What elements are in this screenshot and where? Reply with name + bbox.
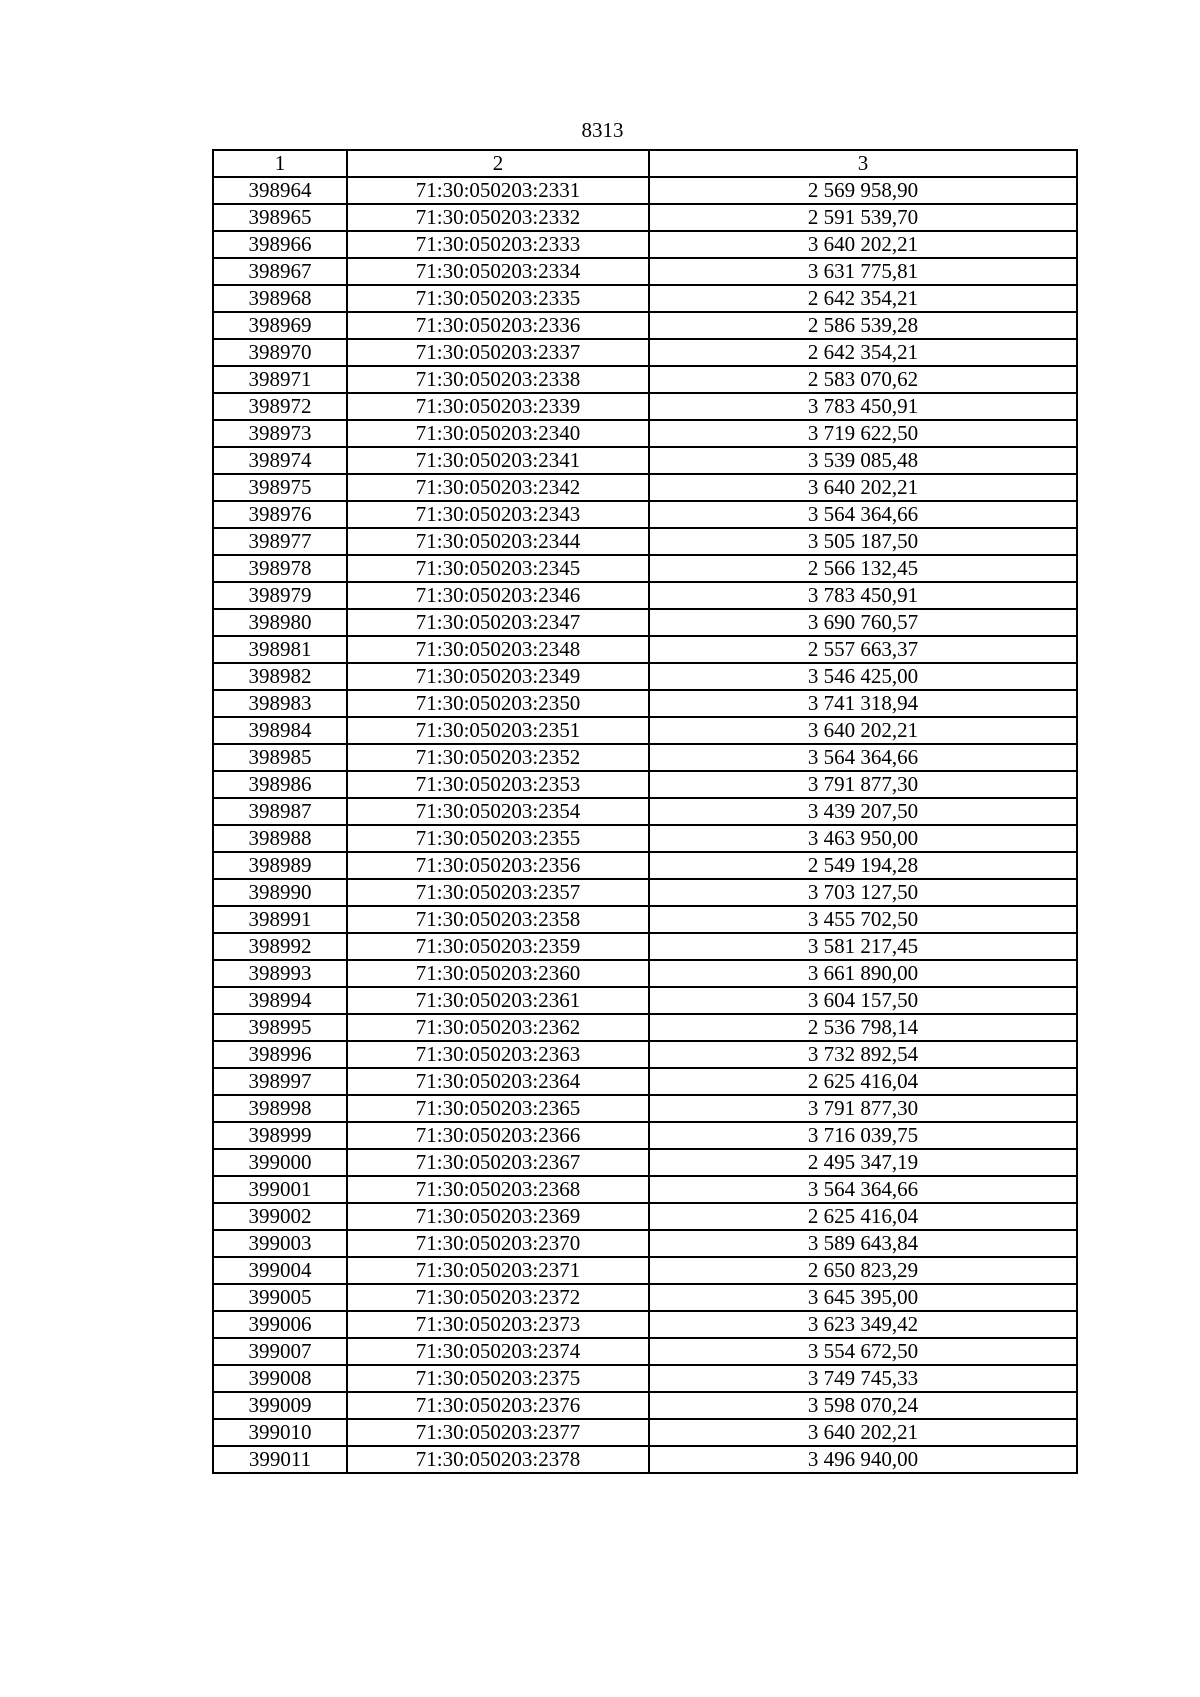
cadastral-number-cell: 71:30:050203:2348	[347, 636, 649, 663]
table-body	[213, 177, 1077, 1473]
table-row	[213, 1014, 1077, 1041]
value-cell: 3 589 643,84	[649, 1230, 1077, 1257]
cadastral-number-cell: 71:30:050203:2364	[347, 1068, 649, 1095]
row-number-cell: 398999	[213, 1122, 347, 1149]
value-cell: 2 642 354,21	[649, 285, 1077, 312]
row-number-cell: 398988	[213, 825, 347, 852]
table-row	[213, 1365, 1077, 1392]
row-number-cell: 398973	[213, 420, 347, 447]
row-number-cell: 399004	[213, 1257, 347, 1284]
cadastral-number-cell: 71:30:050203:2339	[347, 393, 649, 420]
value-cell: 2 495 347,19	[649, 1149, 1077, 1176]
row-number-cell: 398995	[213, 1014, 347, 1041]
value-cell: 2 625 416,04	[649, 1068, 1077, 1095]
row-number-cell: 399009	[213, 1392, 347, 1419]
row-number-cell: 398965	[213, 204, 347, 231]
row-number-cell: 399006	[213, 1311, 347, 1338]
cadastral-number-cell: 71:30:050203:2365	[347, 1095, 649, 1122]
value-cell: 3 640 202,21	[649, 474, 1077, 501]
table-row	[213, 1392, 1077, 1419]
cadastral-number-cell: 71:30:050203:2349	[347, 663, 649, 690]
cadastral-number-cell: 71:30:050203:2355	[347, 825, 649, 852]
row-number-cell: 399002	[213, 1203, 347, 1230]
row-number-cell: 398975	[213, 474, 347, 501]
row-number-cell: 398994	[213, 987, 347, 1014]
cadastral-number-cell: 71:30:050203:2371	[347, 1257, 649, 1284]
table-row	[213, 258, 1077, 285]
value-cell: 3 539 085,48	[649, 447, 1077, 474]
row-number-cell: 399011	[213, 1446, 347, 1473]
row-number-cell: 398990	[213, 879, 347, 906]
row-number-cell: 398991	[213, 906, 347, 933]
cadastral-number-cell: 71:30:050203:2341	[347, 447, 649, 474]
row-number-cell: 398977	[213, 528, 347, 555]
cadastral-number-cell: 71:30:050203:2358	[347, 906, 649, 933]
cadastral-number-cell: 71:30:050203:2350	[347, 690, 649, 717]
value-cell: 3 564 364,66	[649, 1176, 1077, 1203]
table-row	[213, 987, 1077, 1014]
value-cell: 3 640 202,21	[649, 231, 1077, 258]
table-row	[213, 312, 1077, 339]
table-row	[213, 1446, 1077, 1473]
row-number-cell: 399010	[213, 1419, 347, 1446]
cadastral-number-cell: 71:30:050203:2336	[347, 312, 649, 339]
table-row	[213, 879, 1077, 906]
cadastral-number-cell: 71:30:050203:2359	[347, 933, 649, 960]
cadastral-number-cell: 71:30:050203:2378	[347, 1446, 649, 1473]
cadastral-number-cell: 71:30:050203:2333	[347, 231, 649, 258]
value-cell: 3 690 760,57	[649, 609, 1077, 636]
cadastral-number-cell: 71:30:050203:2342	[347, 474, 649, 501]
value-cell: 2 536 798,14	[649, 1014, 1077, 1041]
table-row	[213, 366, 1077, 393]
cadastral-number-cell: 71:30:050203:2340	[347, 420, 649, 447]
table-row	[213, 1068, 1077, 1095]
table-row	[213, 393, 1077, 420]
table-row	[213, 1257, 1077, 1284]
table-row	[213, 717, 1077, 744]
value-cell: 2 569 958,90	[649, 177, 1077, 204]
value-cell: 3 496 940,00	[649, 1446, 1077, 1473]
cadastral-number-cell: 71:30:050203:2334	[347, 258, 649, 285]
value-cell: 3 783 450,91	[649, 393, 1077, 420]
row-number-cell: 398971	[213, 366, 347, 393]
cadastral-number-cell: 71:30:050203:2335	[347, 285, 649, 312]
table-row	[213, 420, 1077, 447]
value-cell: 3 598 070,24	[649, 1392, 1077, 1419]
value-cell: 3 791 877,30	[649, 1095, 1077, 1122]
cadastral-number-cell: 71:30:050203:2354	[347, 798, 649, 825]
cadastral-number-cell: 71:30:050203:2368	[347, 1176, 649, 1203]
value-cell: 3 564 364,66	[649, 744, 1077, 771]
cadastral-number-cell: 71:30:050203:2353	[347, 771, 649, 798]
value-cell: 3 581 217,45	[649, 933, 1077, 960]
cadastral-number-cell: 71:30:050203:2345	[347, 555, 649, 582]
cadastral-number-cell: 71:30:050203:2369	[347, 1203, 649, 1230]
table-row	[213, 231, 1077, 258]
value-cell: 3 463 950,00	[649, 825, 1077, 852]
cadastral-number-cell: 71:30:050203:2331	[347, 177, 649, 204]
row-number-cell: 398966	[213, 231, 347, 258]
table-row	[213, 1176, 1077, 1203]
cadastral-number-cell: 71:30:050203:2375	[347, 1365, 649, 1392]
row-number-cell: 398986	[213, 771, 347, 798]
row-number-cell: 399003	[213, 1230, 347, 1257]
table-row	[213, 447, 1077, 474]
value-cell: 3 661 890,00	[649, 960, 1077, 987]
table-row	[213, 825, 1077, 852]
row-number-cell: 398985	[213, 744, 347, 771]
cadastral-number-cell: 71:30:050203:2362	[347, 1014, 649, 1041]
value-cell: 3 719 622,50	[649, 420, 1077, 447]
table-row	[213, 285, 1077, 312]
cadastral-number-cell: 71:30:050203:2357	[347, 879, 649, 906]
value-cell: 3 631 775,81	[649, 258, 1077, 285]
header-cell-3: 3	[649, 150, 1077, 177]
row-number-cell: 398967	[213, 258, 347, 285]
row-number-cell: 398993	[213, 960, 347, 987]
table-row	[213, 339, 1077, 366]
table-row	[213, 933, 1077, 960]
value-cell: 3 716 039,75	[649, 1122, 1077, 1149]
cadastral-number-cell: 71:30:050203:2337	[347, 339, 649, 366]
table-row	[213, 1338, 1077, 1365]
row-number-cell: 398968	[213, 285, 347, 312]
value-cell: 3 604 157,50	[649, 987, 1077, 1014]
row-number-cell: 398978	[213, 555, 347, 582]
cadastral-number-cell: 71:30:050203:2370	[347, 1230, 649, 1257]
table-row	[213, 609, 1077, 636]
value-cell: 3 546 425,00	[649, 663, 1077, 690]
row-number-cell: 398996	[213, 1041, 347, 1068]
cadastral-number-cell: 71:30:050203:2332	[347, 204, 649, 231]
value-cell: 3 749 745,33	[649, 1365, 1077, 1392]
value-cell: 3 640 202,21	[649, 1419, 1077, 1446]
cadastral-number-cell: 71:30:050203:2372	[347, 1284, 649, 1311]
cadastral-number-cell: 71:30:050203:2376	[347, 1392, 649, 1419]
table-row	[213, 501, 1077, 528]
row-number-cell: 398979	[213, 582, 347, 609]
row-number-cell: 398972	[213, 393, 347, 420]
cadastral-number-cell: 71:30:050203:2374	[347, 1338, 649, 1365]
value-cell: 2 549 194,28	[649, 852, 1077, 879]
table-row	[213, 204, 1077, 231]
table-row	[213, 771, 1077, 798]
table-row	[213, 1311, 1077, 1338]
table-header	[213, 150, 1077, 177]
row-number-cell: 399000	[213, 1149, 347, 1176]
row-number-cell: 398989	[213, 852, 347, 879]
row-number-cell: 399001	[213, 1176, 347, 1203]
value-cell: 3 455 702,50	[649, 906, 1077, 933]
value-cell: 2 650 823,29	[649, 1257, 1077, 1284]
value-cell: 3 645 395,00	[649, 1284, 1077, 1311]
row-number-cell: 398969	[213, 312, 347, 339]
table-row	[213, 1149, 1077, 1176]
header-row	[213, 150, 1077, 177]
value-cell: 3 741 318,94	[649, 690, 1077, 717]
table-row	[213, 960, 1077, 987]
value-cell: 2 642 354,21	[649, 339, 1077, 366]
table-row	[213, 177, 1077, 204]
table-row	[213, 1230, 1077, 1257]
cadastral-number-cell: 71:30:050203:2377	[347, 1419, 649, 1446]
cadastral-number-cell: 71:30:050203:2344	[347, 528, 649, 555]
table-row	[213, 582, 1077, 609]
row-number-cell: 398982	[213, 663, 347, 690]
table-row	[213, 1095, 1077, 1122]
value-cell: 3 623 349,42	[649, 1311, 1077, 1338]
cadastral-number-cell: 71:30:050203:2373	[347, 1311, 649, 1338]
cadastral-number-cell: 71:30:050203:2366	[347, 1122, 649, 1149]
cadastral-number-cell: 71:30:050203:2347	[347, 609, 649, 636]
table-row	[213, 798, 1077, 825]
cadastral-number-cell: 71:30:050203:2351	[347, 717, 649, 744]
table-row	[213, 474, 1077, 501]
table-row	[213, 528, 1077, 555]
row-number-cell: 398976	[213, 501, 347, 528]
cadastral-number-cell: 71:30:050203:2352	[347, 744, 649, 771]
row-number-cell: 399005	[213, 1284, 347, 1311]
row-number-cell: 398987	[213, 798, 347, 825]
table-row	[213, 663, 1077, 690]
table-row	[213, 1419, 1077, 1446]
table-row	[213, 1284, 1077, 1311]
row-number-cell: 398981	[213, 636, 347, 663]
header-cell-1: 1	[213, 150, 347, 177]
table-row	[213, 1203, 1077, 1230]
cadastral-number-cell: 71:30:050203:2346	[347, 582, 649, 609]
page-number: 8313	[581, 118, 624, 142]
cadastral-number-cell: 71:30:050203:2343	[347, 501, 649, 528]
table-row	[213, 690, 1077, 717]
table-row	[213, 1122, 1077, 1149]
header-cell-2: 2	[347, 150, 649, 177]
value-cell: 3 505 187,50	[649, 528, 1077, 555]
value-cell: 3 703 127,50	[649, 879, 1077, 906]
value-cell: 2 557 663,37	[649, 636, 1077, 663]
value-cell: 3 640 202,21	[649, 717, 1077, 744]
row-number-cell: 398983	[213, 690, 347, 717]
table-row	[213, 636, 1077, 663]
row-number-cell: 398980	[213, 609, 347, 636]
value-cell: 3 783 450,91	[649, 582, 1077, 609]
row-number-cell: 398992	[213, 933, 347, 960]
row-number-cell: 399007	[213, 1338, 347, 1365]
cadastral-number-cell: 71:30:050203:2363	[347, 1041, 649, 1068]
row-number-cell: 398998	[213, 1095, 347, 1122]
row-number-cell: 398974	[213, 447, 347, 474]
value-cell: 2 591 539,70	[649, 204, 1077, 231]
cadastral-number-cell: 71:30:050203:2361	[347, 987, 649, 1014]
data-table	[212, 149, 1078, 1474]
row-number-cell: 398964	[213, 177, 347, 204]
cadastral-number-cell: 71:30:050203:2338	[347, 366, 649, 393]
row-number-cell: 398970	[213, 339, 347, 366]
value-cell: 3 732 892,54	[649, 1041, 1077, 1068]
value-cell: 3 439 207,50	[649, 798, 1077, 825]
row-number-cell: 399008	[213, 1365, 347, 1392]
row-number-cell: 398997	[213, 1068, 347, 1095]
cadastral-number-cell: 71:30:050203:2356	[347, 852, 649, 879]
table-row	[213, 1041, 1077, 1068]
value-cell: 3 554 672,50	[649, 1338, 1077, 1365]
table-row	[213, 555, 1077, 582]
value-cell: 2 625 416,04	[649, 1203, 1077, 1230]
value-cell: 2 566 132,45	[649, 555, 1077, 582]
cadastral-number-cell: 71:30:050203:2367	[347, 1149, 649, 1176]
table-row	[213, 852, 1077, 879]
value-cell: 2 586 539,28	[649, 312, 1077, 339]
value-cell: 3 564 364,66	[649, 501, 1077, 528]
cadastral-number-cell: 71:30:050203:2360	[347, 960, 649, 987]
value-cell: 2 583 070,62	[649, 366, 1077, 393]
table-row	[213, 744, 1077, 771]
table-row	[213, 906, 1077, 933]
row-number-cell: 398984	[213, 717, 347, 744]
value-cell: 3 791 877,30	[649, 771, 1077, 798]
